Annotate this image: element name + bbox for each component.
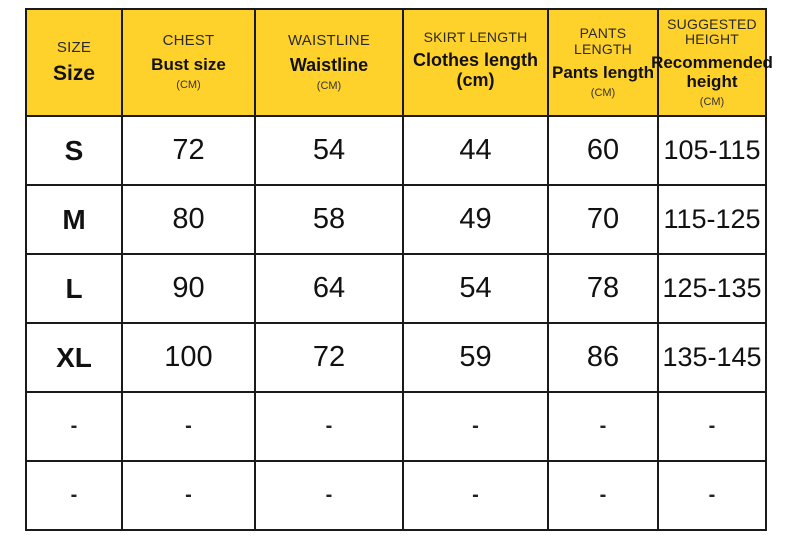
cell-waist: - (255, 392, 403, 461)
header-cn-chest: Bust size (151, 55, 226, 75)
cell-pants: 70 (548, 185, 658, 254)
cell-waist: 58 (255, 185, 403, 254)
cell-height: 105-115 (658, 116, 766, 185)
cell-pants: 86 (548, 323, 658, 392)
header-unit-pants-length: (CM) (590, 86, 616, 99)
table-row (26, 392, 766, 461)
header-cn-waistline: Waistline (289, 54, 369, 75)
size-table (25, 8, 773, 531)
cell-chest: 90 (122, 254, 255, 323)
header-cell-suggested-height (651, 9, 773, 116)
cell-skirt: 44 (403, 116, 548, 185)
table-row (26, 323, 766, 392)
cell-chest: 80 (122, 185, 255, 254)
header-en-size: SIZE (56, 38, 92, 56)
cell-height: - (658, 461, 766, 530)
cell-height: 115-125 (658, 185, 766, 254)
header-unit-waistline: (CM) (316, 79, 342, 92)
header-cn-suggested-height: Recommended height (651, 52, 773, 92)
cell-chest: - (122, 461, 255, 530)
header-cell-skirt-length (403, 9, 548, 116)
cell-height: 125-135 (658, 254, 766, 323)
header-unit-chest: (CM) (176, 79, 201, 92)
header-en-skirt-length: SKIRT LENGTH (423, 28, 528, 45)
cell-waist: 64 (255, 254, 403, 323)
header-cell-pants-length (548, 9, 658, 116)
header-cn-skirt-length: Clothes length (cm) (413, 50, 538, 91)
cell-height: 135-145 (658, 323, 766, 392)
cell-chest: - (122, 392, 255, 461)
cell-chest: 100 (122, 323, 255, 392)
cell-size: - (26, 461, 122, 530)
table-body (26, 116, 766, 530)
cell-pants: 78 (548, 254, 658, 323)
header-en-waistline: WAISTLINE (287, 31, 371, 49)
header-row (26, 9, 766, 116)
cell-skirt: 54 (403, 254, 548, 323)
cell-skirt: - (403, 392, 548, 461)
header-cn-pants-length: Pants length (551, 62, 654, 82)
cell-size: L (26, 254, 122, 323)
cell-height: - (658, 392, 766, 461)
cell-waist: - (255, 461, 403, 530)
header-unit-suggested-height: (CM) (699, 96, 725, 109)
cell-size: M (26, 185, 122, 254)
cell-pants: 60 (548, 116, 658, 185)
cell-size: S (26, 116, 122, 185)
cell-skirt: - (403, 461, 548, 530)
cell-pants: - (548, 461, 658, 530)
cell-size: XL (26, 323, 122, 392)
header-cell-waistline (255, 9, 403, 116)
cell-size: - (26, 392, 122, 461)
header-cn-size: Size (52, 61, 96, 85)
cell-waist: 54 (255, 116, 403, 185)
header-cell-chest (122, 9, 255, 116)
header-en-suggested-height: SUGGESTED HEIGHT (667, 15, 757, 48)
table-row (26, 461, 766, 530)
cell-chest: 72 (122, 116, 255, 185)
header-cell-size (26, 9, 122, 116)
table-row (26, 116, 766, 185)
table-header (26, 9, 773, 116)
size-chart (0, 8, 790, 541)
table-row (26, 254, 766, 323)
header-en-pants-length: PANTS LENGTH (574, 25, 632, 57)
cell-skirt: 49 (403, 185, 548, 254)
header-en-chest: CHEST (162, 32, 215, 50)
cell-waist: 72 (255, 323, 403, 392)
cell-pants: - (548, 392, 658, 461)
cell-skirt: 59 (403, 323, 548, 392)
table-row (26, 185, 766, 254)
